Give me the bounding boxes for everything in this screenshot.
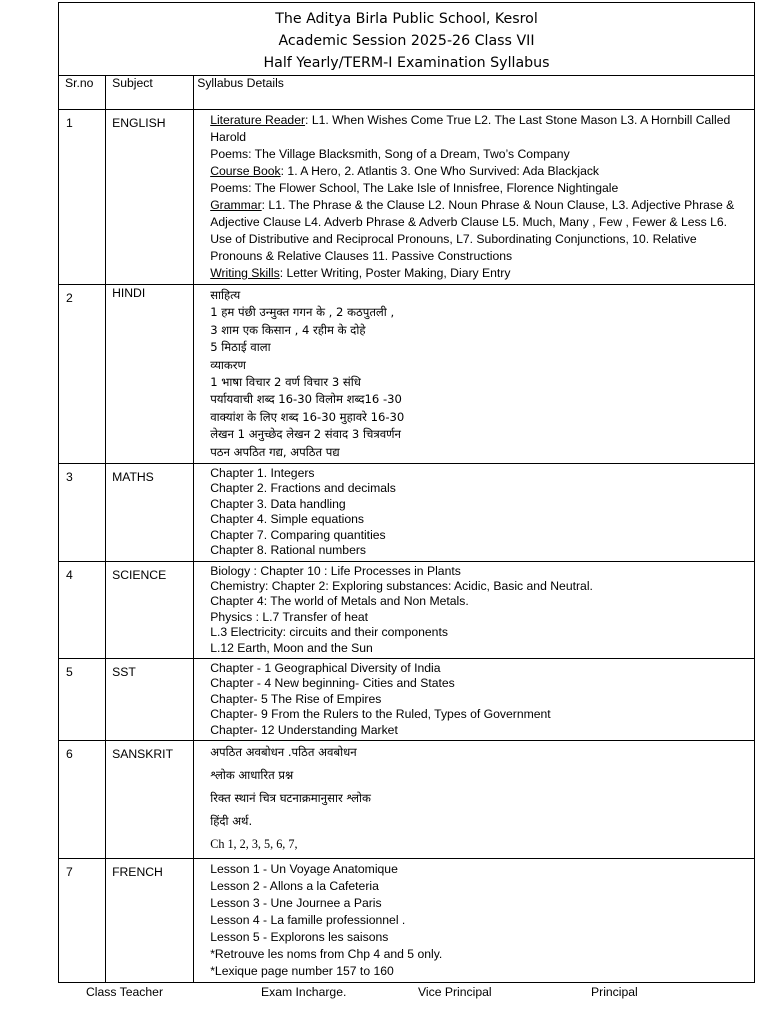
syllabus-line: *Lexique page number 157 to 160 <box>210 963 394 978</box>
title-cell <box>59 3 755 76</box>
row-sst <box>59 658 755 740</box>
syllabus-line: हिंदी अर्थ. <box>210 813 253 828</box>
subject-cell: MATHS <box>106 464 194 561</box>
signature-class-teacher: Class Teacher <box>86 985 163 999</box>
signature-vice-principal: Vice Principal <box>418 985 492 999</box>
syllabus-line: अपठित अवबोधन .पठित अवबोधन <box>210 744 357 759</box>
syllabus-line: L.3 Electricity: circuits and their components <box>210 625 448 640</box>
subject-cell: ENGLISH <box>106 110 194 285</box>
srno-cell: 4 <box>59 561 106 658</box>
row-hindi <box>59 285 755 464</box>
course-book-text: : 1. A Hero, 2. Atlantis 3. One Who Survived: Ada Blackjack <box>280 164 600 178</box>
details-cell <box>194 110 755 285</box>
syllabus-line: Chapter- 12 Understanding Market <box>210 722 398 737</box>
syllabus-sheet <box>58 2 755 983</box>
col-header-details: Syllabus Details <box>194 76 755 110</box>
srno-cell: 6 <box>59 740 106 858</box>
writing-skills-text: : Letter Writing, Poster Making, Diary Entry <box>279 266 511 280</box>
syllabus-line: Lesson 1 - Un Voyage Anatomique <box>210 861 398 876</box>
details-cell <box>194 464 755 561</box>
syllabus-line: Chapter 3. Data handling <box>210 496 346 511</box>
details-cell <box>194 285 755 464</box>
column-header-row <box>59 76 755 110</box>
syllabus-line: रिक्त स्थानं चित्र घटनाक्रमानुसार श्लोक <box>210 790 371 805</box>
srno-cell: 2 <box>59 285 106 464</box>
syllabus-line: Chapter 8. Rational numbers <box>210 543 367 558</box>
poems-line: Poems: The Village Blacksmith, Song of a Dream, Two’s Company <box>210 147 570 161</box>
exam-title: Half Yearly/TERM-I Examination Syllabus <box>263 55 550 71</box>
details-cell <box>194 858 755 982</box>
row-french <box>59 858 755 982</box>
course-book-line <box>210 163 750 180</box>
session-title: Academic Session 2025-26 Class VII <box>278 33 535 49</box>
syllabus-line: Chapter- 9 From the Rulers to the Ruled, Types of Government <box>210 707 551 722</box>
col-header-subject: Subject <box>106 76 194 110</box>
literature-line <box>210 112 750 146</box>
details-cell <box>194 740 755 858</box>
syllabus-line: Chapter 1. Integers <box>210 466 315 481</box>
syllabus-line: पर्यायवाची शब्द 16-30 विलोम शब्द16 -30 <box>210 392 402 407</box>
subject-cell: SST <box>106 658 194 740</box>
col-header-srno: Sr.no <box>59 76 106 110</box>
subject-cell: SANSKRIT <box>106 740 194 858</box>
grammar-text: : L1. The Phrase & the Clause L2. Noun Phrase & Noun Clause, L3. Adjective Phrase & Adjective Clause L4. Adverb Phrase & Adverb Clause L5. Much, Many , Few , Fewer & Less L6. Use of Distributive and Reciprocal Pronouns, L7. Subordinating Conjunctions, 10. Relative Pronouns & Relative Clauses 11. Passive Constructions <box>210 198 735 263</box>
syllabus-line: Chapter- 5 The Rise of Empires <box>210 691 382 706</box>
details-cell <box>194 561 755 658</box>
syllabus-line: Chapter - 4 New beginning- Cities and States <box>210 676 455 691</box>
grammar-label: Grammar <box>210 198 262 212</box>
signature-exam-incharge: Exam Incharge. <box>261 985 347 999</box>
row-science <box>59 561 755 658</box>
row-sanskrit <box>59 740 755 858</box>
school-name: The Aditya Birla Public School, Kesrol <box>275 11 538 27</box>
syllabus-line: पठन अपठित गद्य, अपठित पद्य <box>210 444 340 459</box>
srno-cell: 1 <box>59 110 106 285</box>
course-book-label: Course Book <box>210 164 281 178</box>
subject-cell: SCIENCE <box>106 561 194 658</box>
syllabus-line: Lesson 5 - Explorons les saisons <box>210 929 389 944</box>
syllabus-line: 3 शाम एक किसान , 4 रहीम के दोहे <box>210 322 366 337</box>
syllabus-line: L.12 Earth, Moon and the Sun <box>210 640 373 655</box>
syllabus-line: Ch 1, 2, 3, 5, 6, 7, <box>210 836 298 851</box>
srno-cell: 3 <box>59 464 106 561</box>
title-row <box>59 3 755 76</box>
syllabus-line: वाक्यांश के लिए शब्द 16-30 मुहावरे 16-30 <box>210 409 405 424</box>
syllabus-line: Lesson 3 - Une Journee a Paris <box>210 895 382 910</box>
signature-principal: Principal <box>591 985 638 999</box>
syllabus-line: Lesson 4 - La famille professionnel . <box>210 912 406 927</box>
literature-label: Literature Reader <box>210 113 306 127</box>
syllabus-line: Chapter 4. Simple equations <box>210 512 364 527</box>
srno-cell: 5 <box>59 658 106 740</box>
writing-skills-line <box>210 265 750 282</box>
writing-skills-label: Writing Skills <box>210 266 280 280</box>
syllabus-line: श्लोक आधारित प्रश्न <box>210 767 294 782</box>
syllabus-line: साहित्य <box>210 288 241 302</box>
row-maths <box>59 464 755 561</box>
row-english <box>59 110 755 285</box>
details-cell <box>194 658 755 740</box>
syllabus-line: Chapter - 1 Geographical Diversity of India <box>210 660 441 675</box>
syllabus-line: Chapter 7. Comparing quantities <box>210 527 386 542</box>
syllabus-line: Chapter 4: The world of Metals and Non Metals. <box>210 594 469 609</box>
syllabus-line: 5 मिठाई वाला <box>210 340 271 355</box>
syllabus-line: Biology : Chapter 10 : Life Processes in Plants <box>210 563 461 578</box>
syllabus-line: *Retrouve les noms from Chp 4 and 5 only. <box>210 946 443 961</box>
syllabus-line: Chemistry: Chapter 2: Exploring substances: Acidic, Basic and Neutral. <box>210 578 593 593</box>
grammar-line <box>210 197 750 265</box>
syllabus-line: Lesson 2 - Allons a la Cafeteria <box>210 878 379 893</box>
syllabus-line: Chapter 2. Fractions and decimals <box>210 481 396 496</box>
srno-cell: 7 <box>59 858 106 982</box>
syllabus-table <box>58 2 755 983</box>
poems-line: Poems: The Flower School, The Lake Isle of Innisfree, Florence Nightingale <box>210 181 619 195</box>
syllabus-line: Physics : L.7 Transfer of heat <box>210 609 369 624</box>
subject-cell: HINDI <box>106 285 194 464</box>
syllabus-line: लेखन 1 अनुच्छेद लेखन 2 संवाद 3 चित्रवर्णन <box>210 427 401 442</box>
subject-cell: FRENCH <box>106 858 194 982</box>
syllabus-line: 1 भाषा विचार 2 वर्ण विचार 3 संधि <box>210 375 361 390</box>
syllabus-line: 1 हम पंछी उन्मुक्त गगन के , 2 कठपुतली , <box>210 305 395 320</box>
syllabus-line: व्याकरण <box>210 357 246 372</box>
literature-text: : L1. When Wishes Come True L2. The Last Stone Mason L3. A Hornbill Called Harold <box>210 113 731 144</box>
